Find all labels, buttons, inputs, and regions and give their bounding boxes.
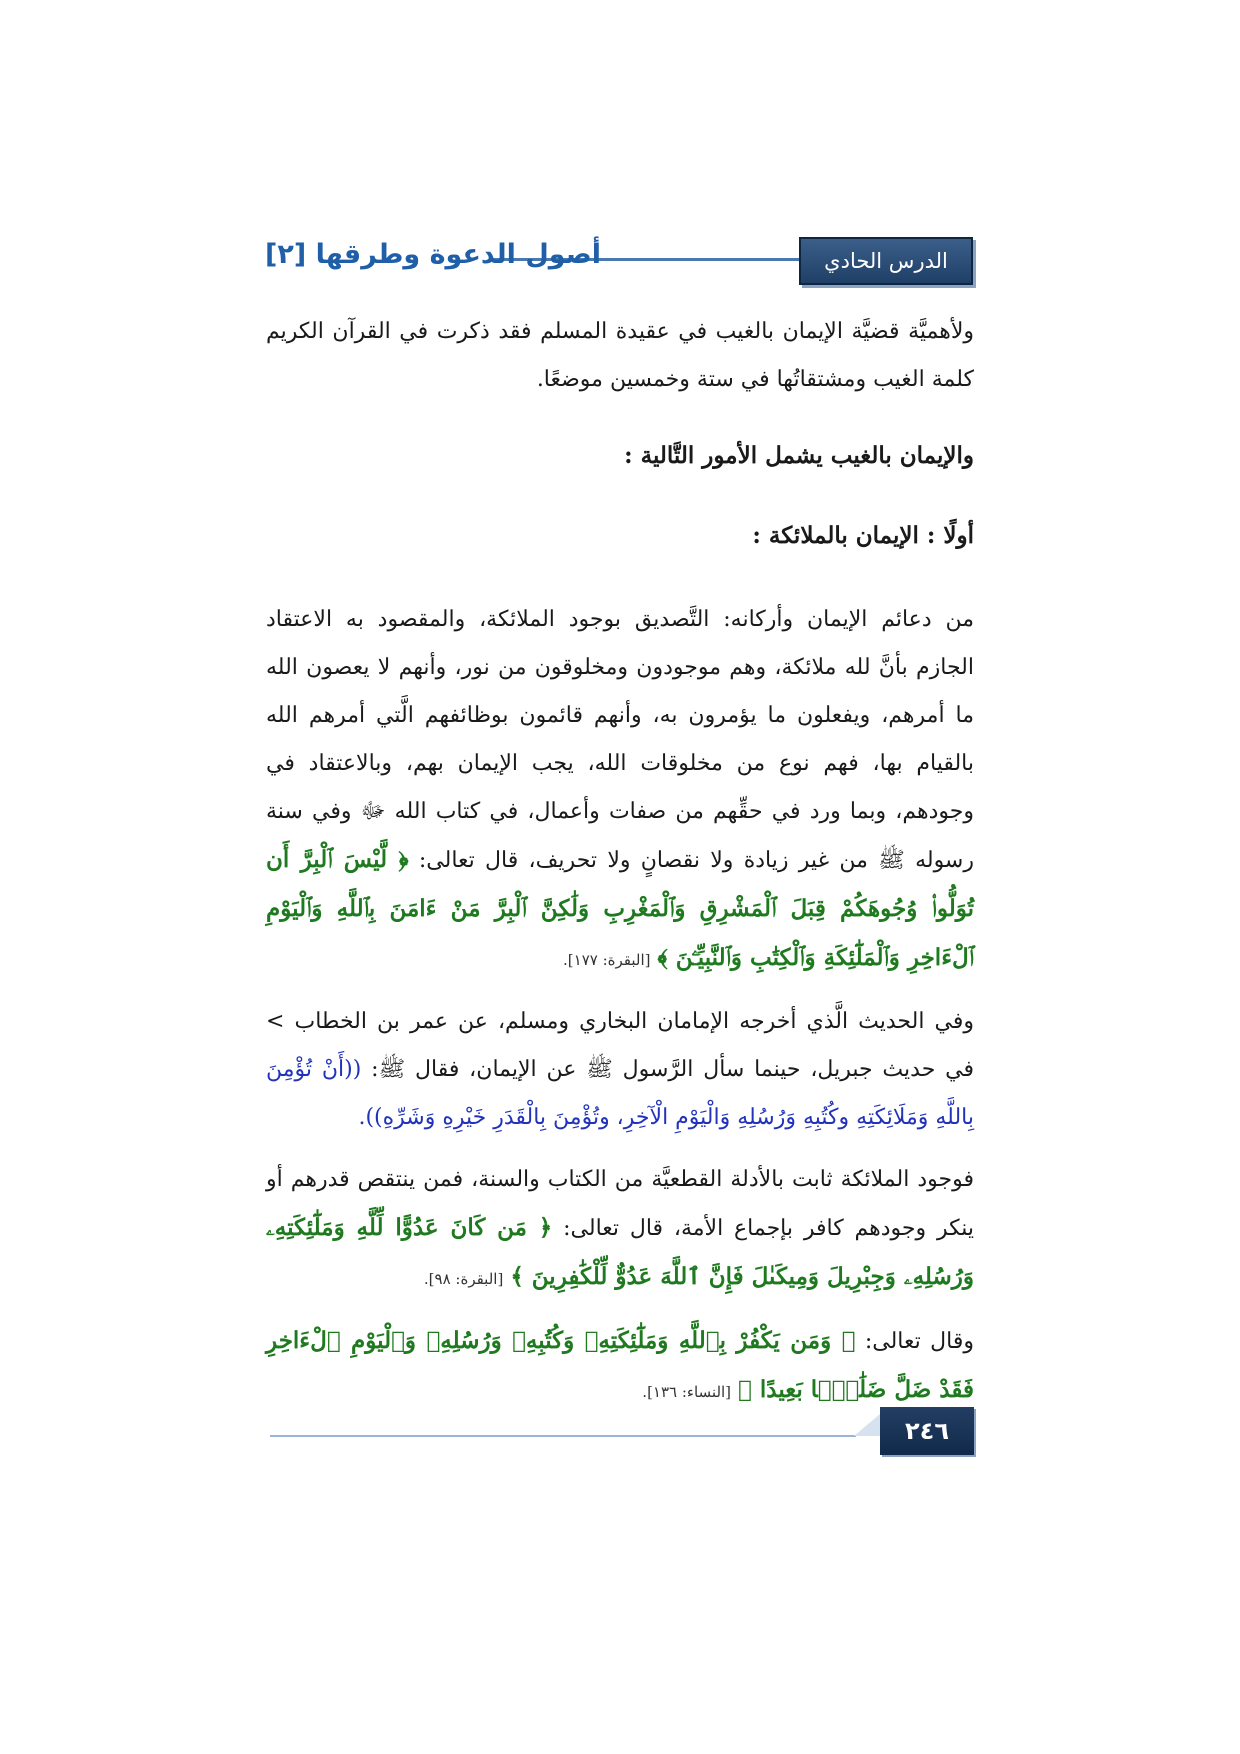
quran-verse: ﴿ وَمَن يَكْفُرْ بِٱللَّهِ وَمَلَٰٓئِكَتِهِۦ وَكُتُبِهِۦ وَرُسُلِهِۦ وَٱلْيَوْمِ ٱلْءَاخِرِ فَقَدْ ضَلَّ ضَلَٰلًۢا بَعِيدًا ﴾ bbox=[266, 1327, 974, 1403]
subsection-heading: أولًا : الإيمان بالملائكة : bbox=[752, 522, 974, 549]
intro-paragraph: ولأهميَّة قضيَّة الإيمان بالغيب في عقيدة المسلم فقد ذكرت في القرآن الكريم كلمة الغيب ومشتقاتُها في ستة وخمسين موضعًا. bbox=[266, 319, 974, 392]
closing-paragraph bbox=[266, 1317, 974, 1416]
hadith-quote: ((أَنْ تُؤْمِنَ بِاللَّهِ وَمَلَائِكَتِهِ وكُتُبِهِ وَرُسُلِهِ وَالْيَوْمِ الْآخِرِ، وتُؤْمِنَ بِالْقَدَرِ خَيْرِهِ وَشَرِّهِ)). bbox=[266, 1057, 974, 1130]
angels-paragraph bbox=[266, 596, 974, 984]
lesson-label: الدرس الحادي عشر bbox=[799, 237, 973, 285]
page-header bbox=[265, 237, 973, 317]
section-heading: والإيمان بالغيب يشمل الأمور التَّالية : bbox=[624, 442, 974, 469]
verse-reference: [البقرة: ٩٨]. bbox=[423, 1270, 504, 1288]
evidence-paragraph bbox=[266, 1156, 974, 1303]
evidence-text: فوجود الملائكة ثابت بالأدلة القطعيَّة من الكتاب والسنة، فمن ينتقص قدرهم أو ينكر وجودهم كافر بإجماع الأمة، قال تعالى: bbox=[266, 1167, 974, 1241]
angels-text: من دعائم الإيمان وأركانه: التَّصديق بوجود الملائكة، والمقصود به الاعتقاد الجازم بأنَّ لله ملائكة، وهم موجودون ومخلوقون من نور، وأنهم لا يعصون الله ما أمرهم، ويفعلون ما يؤمرون به، وأنهم قائمون بوظائفهم الَّتي أمرهم الله بالقيام بها، فهم نوع من مخلوقات الله، يجب الإيمان بهم، وبالاعتقاد في وجودهم، وبما ورد في حقِّهم من صفات وأعمال، في كتاب الله ﷻ وفي سنة رسوله ﷺ من غير زيادة ولا نقصانٍ ولا تحريف، قال تعالى: bbox=[266, 607, 974, 873]
footer-divider bbox=[270, 1435, 856, 1437]
verse-reference: [النساء: ١٣٦]. bbox=[642, 1383, 732, 1401]
closing-text: وقال تعالى: bbox=[864, 1329, 974, 1354]
verse-reference: [البقرة: ١٧٧]. bbox=[563, 951, 651, 969]
quran-verse: ﴿ لَّيْسَ ٱلْبِرَّ أَن تُوَلُّوا۟ وُجُوهَكُمْ قِبَلَ ٱلْمَشْرِقِ وَٱلْمَغْرِبِ وَلَٰكِنَّ ٱلْبِرَّ مَنْ ءَامَنَ بِٱللَّهِ وَٱلْيَوْمِ ٱلْءَاخِرِ وَٱلْمَلَٰٓئِكَةِ وَٱلْكِتَٰبِ وَٱلنَّبِيِّـۧنَ ﴾ bbox=[266, 846, 974, 971]
quran-verse: ﴿ مَن كَانَ عَدُوًّا لِّلَّهِ وَمَلَٰٓئِكَتِهِۦ وَرُسُلِهِۦ وَجِبْرِيلَ وَمِيكَىٰلَ فَإِنَّ ٱللَّهَ عَدُوٌّ لِّلْكَٰفِرِينَ ﴾ bbox=[266, 1214, 974, 1290]
book-title: أصول الدعوة وطرقها [٢] bbox=[265, 239, 602, 270]
footer-ornament bbox=[854, 1414, 880, 1436]
hadith-paragraph bbox=[266, 998, 974, 1142]
page-number: ٢٤٦ bbox=[880, 1407, 974, 1455]
hadith-text: وفي الحديث الَّذي أخرجه الإمامان البخاري ومسلم، عن عمر بن الخطاب > في حديث جبريل، حينما سأل الرَّسول ﷺ عن الإيمان، فقال ﷺ: bbox=[266, 1009, 975, 1082]
page-body bbox=[266, 308, 974, 1430]
